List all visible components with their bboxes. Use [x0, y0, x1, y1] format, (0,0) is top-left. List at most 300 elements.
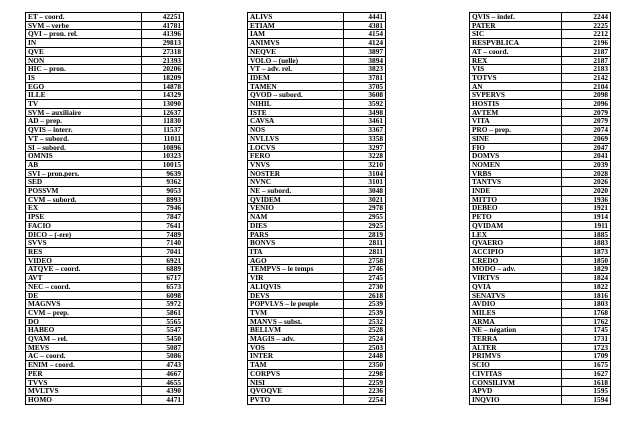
count-cell: 3498 [344, 108, 386, 117]
table-row [248, 308, 386, 317]
word-cell: AC – coord. [26, 352, 142, 361]
table-row [248, 13, 386, 22]
word-cell: NOSTER [248, 169, 344, 178]
table-row [248, 352, 386, 361]
count-cell: 6573 [142, 282, 184, 291]
count-cell: 2539 [344, 300, 386, 309]
count-cell: 9639 [142, 169, 184, 178]
table-row [26, 126, 184, 135]
count-cell: 2925 [344, 221, 386, 230]
count-cell: 3894 [344, 56, 386, 65]
count-cell: 2096 [562, 100, 611, 109]
count-cell: 2212 [562, 30, 611, 39]
word-cell: QVIS – indef. [470, 13, 562, 22]
table-row [26, 230, 184, 239]
word-cell: QVOD – subord. [248, 91, 344, 100]
table-row [26, 39, 184, 48]
count-cell: 2539 [344, 308, 386, 317]
count-cell: 41396 [142, 30, 184, 39]
count-cell: 6921 [142, 256, 184, 265]
word-cell: VT – adv. rel. [248, 65, 344, 74]
table-row [26, 91, 184, 100]
count-cell: 5861 [142, 308, 184, 317]
count-cell: 2183 [562, 65, 611, 74]
count-cell: 2524 [344, 335, 386, 344]
count-cell: 2503 [344, 343, 386, 352]
count-cell: 1822 [562, 282, 611, 291]
table-row [248, 82, 386, 91]
count-cell: 29813 [142, 39, 184, 48]
count-cell: 42251 [142, 13, 184, 22]
count-cell: 3101 [344, 178, 386, 187]
word-cell: QVIDAM [470, 221, 562, 230]
table-row [470, 39, 611, 48]
word-cell: ILLE [26, 91, 142, 100]
count-cell: 3705 [344, 82, 386, 91]
table-row [248, 369, 386, 378]
word-cell: QVAM – rel. [26, 335, 142, 344]
word-cell: TEMPVS – le temps [248, 265, 344, 274]
table-row [26, 317, 184, 326]
table-row [470, 178, 611, 187]
table-row [26, 387, 184, 396]
table-row [26, 213, 184, 222]
count-cell: 2069 [562, 134, 611, 143]
count-cell: 1914 [562, 213, 611, 222]
count-cell: 10896 [142, 143, 184, 152]
table-row [26, 47, 184, 56]
word-cell: PER [26, 369, 142, 378]
word-cell: DICO – (-ere) [26, 230, 142, 239]
count-cell: 4390 [142, 387, 184, 396]
count-cell: 5972 [142, 300, 184, 309]
table-row [248, 117, 386, 126]
table-row [470, 82, 611, 91]
count-cell: 11011 [142, 134, 184, 143]
count-cell: 5086 [142, 352, 184, 361]
table-row [470, 352, 611, 361]
table-row [470, 308, 611, 317]
table-row [26, 117, 184, 126]
table-row [470, 343, 611, 352]
count-cell: 7489 [142, 230, 184, 239]
count-cell: 2955 [344, 213, 386, 222]
count-cell: 1618 [562, 378, 611, 387]
word-cell: LOCVS [248, 143, 344, 152]
table-row [470, 282, 611, 291]
count-cell: 2298 [344, 369, 386, 378]
count-cell: 1675 [562, 361, 611, 370]
word-cell: TAM [248, 361, 344, 370]
table-row [26, 13, 184, 22]
count-cell: 1762 [562, 317, 611, 326]
word-cell: SVM – verbe [26, 21, 142, 30]
table-row [248, 91, 386, 100]
count-cell: 2819 [344, 230, 386, 239]
table-row [248, 230, 386, 239]
word-cell: QVIA [470, 282, 562, 291]
count-cell: 2142 [562, 73, 611, 82]
word-cell: AVTEM [470, 108, 562, 117]
table-row [26, 326, 184, 335]
word-cell: CORPVS [248, 369, 344, 378]
table-row [26, 343, 184, 352]
table-row [470, 108, 611, 117]
table-row [248, 361, 386, 370]
table-row [248, 152, 386, 161]
word-cell: IDEM [248, 73, 344, 82]
table-row [470, 378, 611, 387]
word-cell: ANIMVS [248, 39, 344, 48]
count-cell: 1723 [562, 343, 611, 352]
word-cell: REX [470, 56, 562, 65]
word-cell: APVD [470, 387, 562, 396]
word-cell: NAM [248, 213, 344, 222]
word-cell: VRBS [470, 169, 562, 178]
count-cell: 1850 [562, 256, 611, 265]
word-cell: HABEO [26, 326, 142, 335]
word-cell: ACCIPIO [470, 247, 562, 256]
table-row [248, 47, 386, 56]
table-row [470, 65, 611, 74]
word-cell: AT – coord. [470, 47, 562, 56]
count-cell: 1803 [562, 300, 611, 309]
table-row [26, 247, 184, 256]
word-cell: MANVS – subst. [248, 317, 344, 326]
count-cell: 3781 [344, 73, 386, 82]
table-row [26, 361, 184, 370]
frequency-column-3 [469, 12, 611, 405]
word-cell: HIC – pron. [26, 65, 142, 74]
word-cell: TVM [248, 308, 344, 317]
table-row [26, 352, 184, 361]
table-row [248, 73, 386, 82]
count-cell: 3297 [344, 143, 386, 152]
count-cell: 12637 [142, 108, 184, 117]
word-cell: DO [26, 317, 142, 326]
table-row [248, 221, 386, 230]
count-cell: 8993 [142, 195, 184, 204]
table-row [26, 160, 184, 169]
word-cell: VT – subord. [26, 134, 142, 143]
count-cell: 3608 [344, 91, 386, 100]
word-cell: IPSE [26, 213, 142, 222]
table-row [248, 395, 386, 404]
word-cell: IS [26, 73, 142, 82]
count-cell: 14878 [142, 82, 184, 91]
table-row [248, 274, 386, 283]
word-cell: NVNC [248, 178, 344, 187]
table-row [470, 47, 611, 56]
count-cell: 2028 [562, 169, 611, 178]
table-row [248, 108, 386, 117]
table-row [26, 21, 184, 30]
table-row [26, 221, 184, 230]
table-row [26, 265, 184, 274]
word-cell: RES [26, 247, 142, 256]
count-cell: 3461 [344, 117, 386, 126]
count-cell: 3358 [344, 134, 386, 143]
word-cell: QVOQVE [248, 387, 344, 396]
word-cell: HOMO [26, 395, 142, 404]
word-cell: NISI [248, 378, 344, 387]
count-cell: 2254 [344, 395, 386, 404]
word-cell: NE – négation [470, 326, 562, 335]
count-cell: 2244 [562, 13, 611, 22]
table-row [470, 21, 611, 30]
count-cell: 2978 [344, 204, 386, 213]
word-cell: ARMA [470, 317, 562, 326]
table-row [470, 230, 611, 239]
word-cell: AD – prep. [26, 117, 142, 126]
frequency-column-1 [25, 12, 184, 405]
word-cell: TANTVS [470, 178, 562, 187]
word-cell: MILES [470, 308, 562, 317]
count-cell: 5087 [142, 343, 184, 352]
table-row [26, 143, 184, 152]
table-row [248, 204, 386, 213]
word-cell: MODO – adv. [470, 265, 562, 274]
word-cell: NON [26, 56, 142, 65]
word-cell: AB [26, 160, 142, 169]
word-cell: VIS [470, 65, 562, 74]
count-cell: 2039 [562, 160, 611, 169]
table-row [26, 134, 184, 143]
word-cell: NOMEN [470, 160, 562, 169]
count-cell: 5450 [142, 335, 184, 344]
count-cell: 3823 [344, 65, 386, 74]
frequency-column-2 [247, 12, 386, 405]
table-row [26, 30, 184, 39]
count-cell: 4154 [344, 30, 386, 39]
word-cell: ATQVE – coord. [26, 265, 142, 274]
table-row [248, 169, 386, 178]
word-cell: QVAERO [470, 239, 562, 248]
count-cell: 7641 [142, 221, 184, 230]
count-cell: 3048 [344, 187, 386, 196]
word-cell: PETO [470, 213, 562, 222]
table-row [26, 178, 184, 187]
count-cell: 2187 [562, 47, 611, 56]
word-cell: VNVS [248, 160, 344, 169]
count-cell: 13090 [142, 100, 184, 109]
table-row [26, 169, 184, 178]
count-cell: 2026 [562, 178, 611, 187]
count-cell: 11537 [142, 126, 184, 135]
word-cell: TERRA [470, 335, 562, 344]
count-cell: 2079 [562, 108, 611, 117]
count-cell: 14329 [142, 91, 184, 100]
table-row [26, 282, 184, 291]
table-row [26, 395, 184, 404]
word-cell: ENIM – coord. [26, 361, 142, 370]
table-row [248, 56, 386, 65]
count-cell: 3897 [344, 47, 386, 56]
table-row [248, 178, 386, 187]
count-cell: 2196 [562, 39, 611, 48]
word-cell: AGO [248, 256, 344, 265]
table-row [470, 369, 611, 378]
table-row [470, 204, 611, 213]
count-cell: 2811 [344, 247, 386, 256]
word-cell: DEVS [248, 291, 344, 300]
word-cell: INTER [248, 352, 344, 361]
table-row [470, 56, 611, 65]
word-cell: DOMVS [470, 152, 562, 161]
table-row [470, 195, 611, 204]
table-row [26, 187, 184, 196]
count-cell: 2236 [344, 387, 386, 396]
word-cell: POPVLVS – le peuple [248, 300, 344, 309]
table-row [248, 39, 386, 48]
word-cell: FIO [470, 143, 562, 152]
word-cell: AN [470, 82, 562, 91]
count-cell: 3210 [344, 160, 386, 169]
table-row [26, 65, 184, 74]
table-row [26, 274, 184, 283]
table-row [248, 126, 386, 135]
word-cell: CREDO [470, 256, 562, 265]
count-cell: 20206 [142, 65, 184, 74]
word-cell: NIHIL [248, 100, 344, 109]
table-row [248, 30, 386, 39]
count-cell: 1816 [562, 291, 611, 300]
table-row [248, 256, 386, 265]
table-row [248, 291, 386, 300]
table-row [26, 73, 184, 82]
count-cell: 2811 [344, 239, 386, 248]
table-row [26, 369, 184, 378]
table-row [26, 308, 184, 317]
table-row [470, 335, 611, 344]
count-cell: 7140 [142, 239, 184, 248]
count-cell: 3021 [344, 195, 386, 204]
count-cell: 2746 [344, 265, 386, 274]
table-row [248, 21, 386, 30]
count-cell: 2528 [344, 326, 386, 335]
word-cell: SCIO [470, 361, 562, 370]
count-cell: 2041 [562, 152, 611, 161]
count-cell: 3104 [344, 169, 386, 178]
count-cell: 2079 [562, 117, 611, 126]
table-row [470, 256, 611, 265]
table-row [248, 343, 386, 352]
count-cell: 2350 [344, 361, 386, 370]
word-cell: ALIVS [248, 13, 344, 22]
table-row [248, 134, 386, 143]
count-cell: 1627 [562, 369, 611, 378]
count-cell: 1883 [562, 239, 611, 248]
word-cell: VOLO – (uelle) [248, 56, 344, 65]
word-cell: VIRTVS [470, 274, 562, 283]
count-cell: 4381 [344, 21, 386, 30]
count-cell: 1745 [562, 326, 611, 335]
word-cell: CVM – prep. [26, 308, 142, 317]
word-cell: PARS [248, 230, 344, 239]
table-row [248, 239, 386, 248]
count-cell: 11830 [142, 117, 184, 126]
table-row [26, 335, 184, 344]
word-cell: ET – coord. [26, 13, 142, 22]
word-cell: PVTO [248, 395, 344, 404]
count-cell: 5565 [142, 317, 184, 326]
table-row [248, 265, 386, 274]
word-cell: CONSILIVM [470, 378, 562, 387]
table-row [248, 378, 386, 387]
count-cell: 2187 [562, 56, 611, 65]
word-cell: TV [26, 100, 142, 109]
count-cell: 2730 [344, 282, 386, 291]
word-cell: SINE [470, 134, 562, 143]
word-cell: SVVS [26, 239, 142, 248]
table-row [248, 317, 386, 326]
count-cell: 1936 [562, 195, 611, 204]
word-cell: QVIDEM [248, 195, 344, 204]
count-cell: 10323 [142, 152, 184, 161]
count-cell: 6098 [142, 291, 184, 300]
count-cell: 2259 [344, 378, 386, 387]
word-cell: SVM – auxiliaire [26, 108, 142, 117]
table-row [248, 65, 386, 74]
table-row [248, 143, 386, 152]
word-cell: SI – subord. [26, 143, 142, 152]
table-row [26, 56, 184, 65]
table-row [470, 300, 611, 309]
count-cell: 2074 [562, 126, 611, 135]
table-row [26, 100, 184, 109]
table-row [248, 387, 386, 396]
count-cell: 9053 [142, 187, 184, 196]
count-cell: 1709 [562, 352, 611, 361]
word-cell: OMNIS [26, 152, 142, 161]
word-cell: POSSVM [26, 187, 142, 196]
word-cell: NOS [248, 126, 344, 135]
word-cell: FACIO [26, 221, 142, 230]
word-cell: ALTER [470, 343, 562, 352]
word-cell: CIVITAS [470, 369, 562, 378]
word-cell: INDE [470, 187, 562, 196]
count-cell: 10015 [142, 160, 184, 169]
table-row [26, 291, 184, 300]
word-cell: MVLTVS [26, 387, 142, 396]
word-cell: HOSTIS [470, 100, 562, 109]
count-cell: 1731 [562, 335, 611, 344]
word-cell: LEX [470, 230, 562, 239]
table-row [470, 387, 611, 396]
word-cell: FERO [248, 152, 344, 161]
table-row [470, 100, 611, 109]
word-cell: CAVSA [248, 117, 344, 126]
word-cell: EX [26, 204, 142, 213]
table-row [470, 91, 611, 100]
table-row [248, 282, 386, 291]
word-cell: NE – subord. [248, 187, 344, 196]
word-cell: VIR [248, 274, 344, 283]
word-cell: PRIMVS [470, 352, 562, 361]
table-row [248, 213, 386, 222]
count-cell: 2745 [344, 274, 386, 283]
word-cell: SVPERVS [470, 91, 562, 100]
word-cell: VITA [470, 117, 562, 126]
word-cell: VOS [248, 343, 344, 352]
table-row [470, 134, 611, 143]
count-cell: 2758 [344, 256, 386, 265]
word-cell: INQVIO [470, 395, 562, 404]
table-row [470, 143, 611, 152]
word-cell: ETIAM [248, 21, 344, 30]
table-row [248, 187, 386, 196]
count-cell: 4667 [142, 369, 184, 378]
